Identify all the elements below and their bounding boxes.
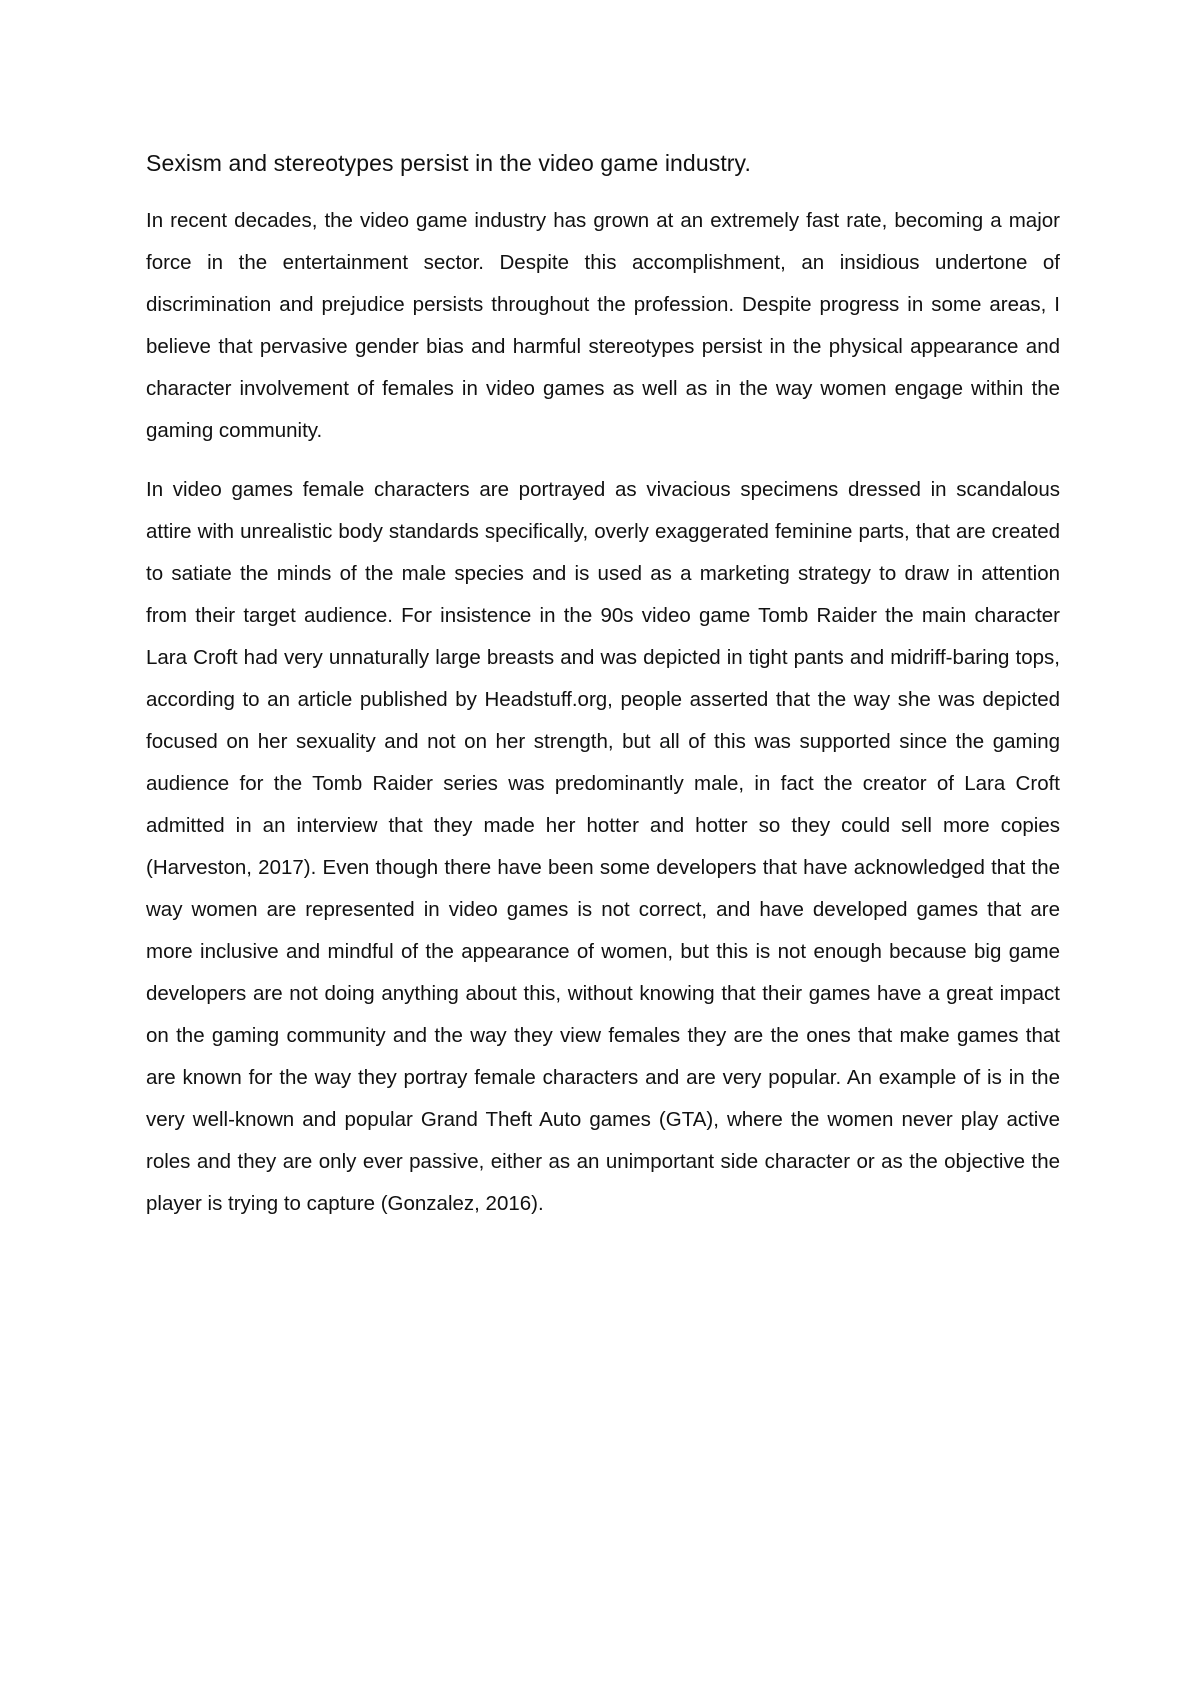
paragraph-body: In video games female characters are portrayed as vivacious specimens dressed in scandalous attire with unrealistic body standards specifically, overly exaggerated feminine parts, that are created to satiate the minds of the male species and is used as a marketing strategy to draw in attention from their target audience. For insistence in the 90s video game Tomb Raider the main character Lara Croft had very unnaturally large breasts and was depicted in tight pants and midriff-baring tops, according to an article published by Headstuff.org, people asserted that the way she was depicted focused on her sexuality and not on her strength, but all of this was supported since the gaming audience for the Tomb Raider series was predominantly male, in fact the creator of Lara Croft admitted in an interview that they made her hotter and hotter so they could sell more copies (Harveston, 2017). Even though there have been some developers that have acknowledged that the way women are represented in video games is not correct, and have developed games that are more inclusive and mindful of the appearance of women, but this is not enough because big game developers are not doing anything about this, without knowing that their games have a great impact on the gaming community and the way they view females they are the ones that make games that are known for the way they portray female characters and are very popular. An example of is in the very well-known and popular Grand Theft Auto games (GTA), where the women never play active roles and they are only ever passive, either as an unimportant side character or as the objective the player is trying to capture (Gonzalez, 2016). bbox=[146, 478, 1060, 1215]
document-body bbox=[146, 146, 1060, 1242]
document-title: Sexism and stereotypes persist in the video game industry. bbox=[146, 150, 751, 176]
paragraph-introduction: In recent decades, the video game industry has grown at an extremely fast rate, becoming a major force in the entertainment sector. Despite this accomplishment, an insidious undertone of discrimination and prejudice persists throughout the profession. Despite progress in some areas, I believe that pervasive gender bias and harmful stereotypes persist in the physical appearance and character involvement of females in video games as well as in the way women engage within the gaming community. bbox=[146, 209, 1060, 442]
